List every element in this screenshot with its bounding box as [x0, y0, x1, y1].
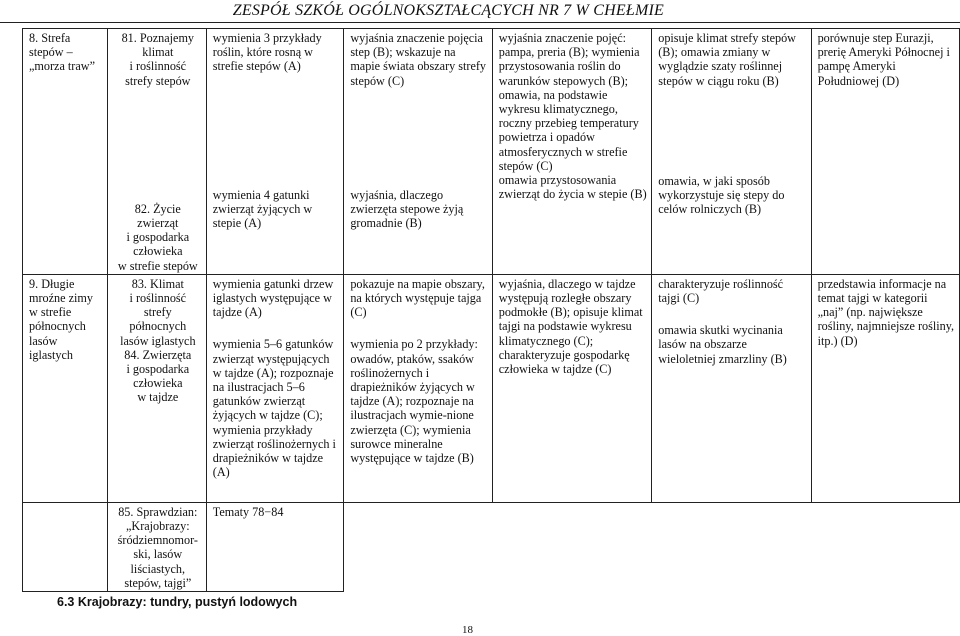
- requirement-text: omawia, w jaki sposób wykorzystuje się stepy do celów rolniczych (B): [658, 173, 785, 217]
- topic-line: w tajdze: [137, 390, 179, 405]
- topic-line: „Krajobrazy:: [125, 519, 190, 534]
- requirement-text: wyjaśnia znaczenie pojęcia step (B); wskazuje na mapie świata obszary strefy stepów (C): [350, 31, 487, 88]
- requirement-text: wymienia 5–6 gatunków zwierząt występujących w tajdze (A); rozpoznaje na ilustracjach 5–6 gatunków zwierząt żyjących w tajdze (C); wymienia przykłady zwierząt roślinożernych i drapieżników w tajdze (A): [212, 337, 336, 480]
- requirement-cell-c: [492, 29, 651, 275]
- section-cell: [23, 29, 108, 275]
- table-row: [23, 29, 960, 275]
- requirement-cell-a: [206, 274, 344, 502]
- requirement-text: wyjaśnia, dlaczego w tajdze występują rozległe obszary podmokłe (B); opisuje klimat tajgi na podstawie wykresu klimatycznego (C); charakteryzuje gospodarkę człowieka w tajdze (C): [498, 276, 643, 377]
- topic-line: liściastych,: [130, 561, 186, 576]
- next-section-heading: 6.3 Krajobrazy: tundry, pustyń lodowych: [57, 595, 298, 609]
- requirement-text: Tematy 78−84: [212, 504, 284, 519]
- topic-line: 85. Sprawdzian:: [118, 504, 198, 519]
- topic-line: śródziemnomor-: [117, 533, 198, 548]
- topic-line: lasów iglastych: [120, 333, 196, 348]
- requirement-cell-c: [492, 274, 651, 502]
- topic-line: i roślinność: [129, 59, 187, 74]
- topic-line: 84. Zwierzęta: [124, 347, 192, 362]
- topic-line: 81. Poznajemy: [121, 31, 195, 45]
- requirement-cell-e: [811, 29, 959, 275]
- section-title: 8. Strefa stepów – „morza traw”: [29, 31, 95, 74]
- requirement-text: charakteryzuje roślinność tajgi (C): [658, 276, 784, 306]
- requirement-cell-d: [652, 274, 811, 502]
- topic-line: 83. Klimat: [131, 276, 184, 291]
- topic-line: stepów, tajgi”: [124, 575, 192, 590]
- page-number: 18: [462, 624, 473, 636]
- topic-line: północnych: [129, 319, 187, 334]
- topic-line: i gospodarka: [126, 230, 190, 245]
- requirement-text: omawia przystosowania zwierząt do życia w stepie (B): [498, 173, 647, 202]
- requirement-cell-e: [811, 274, 959, 502]
- topic-line: w strefie stepów: [117, 258, 198, 273]
- topic-line: strefy stepów: [125, 73, 191, 88]
- requirement-cell-b: [344, 29, 492, 275]
- topic-line: ski, lasów: [133, 547, 183, 562]
- topic-line: człowieka: [133, 244, 183, 259]
- topic-line: i gospodarka: [126, 362, 190, 377]
- section-title: 9. Długie mroźne zimy w strefie północnych lasów iglastych: [29, 276, 93, 362]
- requirement-text: wymienia gatunki drzew iglastych występujące w tajdze (A): [212, 276, 334, 320]
- topic-line: klimat: [142, 45, 174, 60]
- requirement-cell-a: [206, 502, 344, 591]
- topics-cell: [107, 274, 206, 502]
- document-header: ZESPÓŁ SZKÓŁ OGÓLNOKSZTAŁCĄCYCH NR 7 W CHEŁMIE: [232, 2, 664, 19]
- topic-line: człowieka: [133, 376, 183, 391]
- requirement-text: omawia skutki wycinania lasów na obszarze wieloletniej zmarzliny (B): [658, 323, 787, 366]
- header-rule: [0, 22, 960, 23]
- requirement-text: opisuje klimat strefy stepów (B); omawia zmiany w wyglądzie szaty roślinnej stepów w ciągu roku (B): [658, 31, 796, 88]
- topics-cell: [107, 502, 206, 591]
- requirement-cell-b: [344, 274, 492, 502]
- requirement-cell-a: [206, 29, 344, 275]
- table-row: [23, 502, 960, 591]
- section-cell: [23, 502, 108, 591]
- requirement-text: przedstawia informacje na temat tajgi w kategorii „naj” (np. największe rośliny, najmniejsze rośliny, itp.) (D): [817, 276, 955, 348]
- table-row: [23, 274, 960, 502]
- topic-line: i roślinność: [129, 291, 187, 306]
- section-cell: [23, 274, 108, 502]
- requirement-text: wymienia po 2 przykłady: owadów, ptaków, ssaków roślinożernych i drapieżników żyjących w tajdze (A); rozpoznaje na ilustracjach wymie-nione zwierzęta (C); wymienia surowce mineralne występujące w tajdze (B): [350, 337, 478, 466]
- requirement-cell-d: [652, 29, 811, 275]
- topic-line: 82. Życie: [134, 201, 181, 216]
- requirement-text: wymienia 4 gatunki zwierząt żyjących w stepie (A): [212, 187, 313, 231]
- requirement-text: wymienia 3 przykłady roślin, które rosną w strefie stepów (A): [212, 31, 322, 74]
- requirement-text: wyjaśnia znaczenie pojęć: pampa, preria (B); wymienia przystosowania roślin do warunków stepowych (B); omawia, na podstawie wykresu klimatycznego, roczny przebieg temperatury powietrza i opadów atmosferycznych w strefie stepów (C): [498, 31, 640, 173]
- topic-line: strefy: [143, 305, 172, 320]
- curriculum-table: [22, 28, 960, 592]
- requirement-text: porównuje step Eurazji, prerię Ameryki Północnej i pampę Ameryki Południowej (D): [817, 31, 950, 88]
- requirement-text: pokazuje na mapie obszary, na których występuje tajga (C): [350, 276, 485, 320]
- topic-line: zwierząt: [137, 216, 179, 231]
- requirement-text: wyjaśnia, dlaczego zwierzęta stepowe żyją gromadnie (B): [350, 187, 464, 231]
- topics-cell: [107, 29, 206, 275]
